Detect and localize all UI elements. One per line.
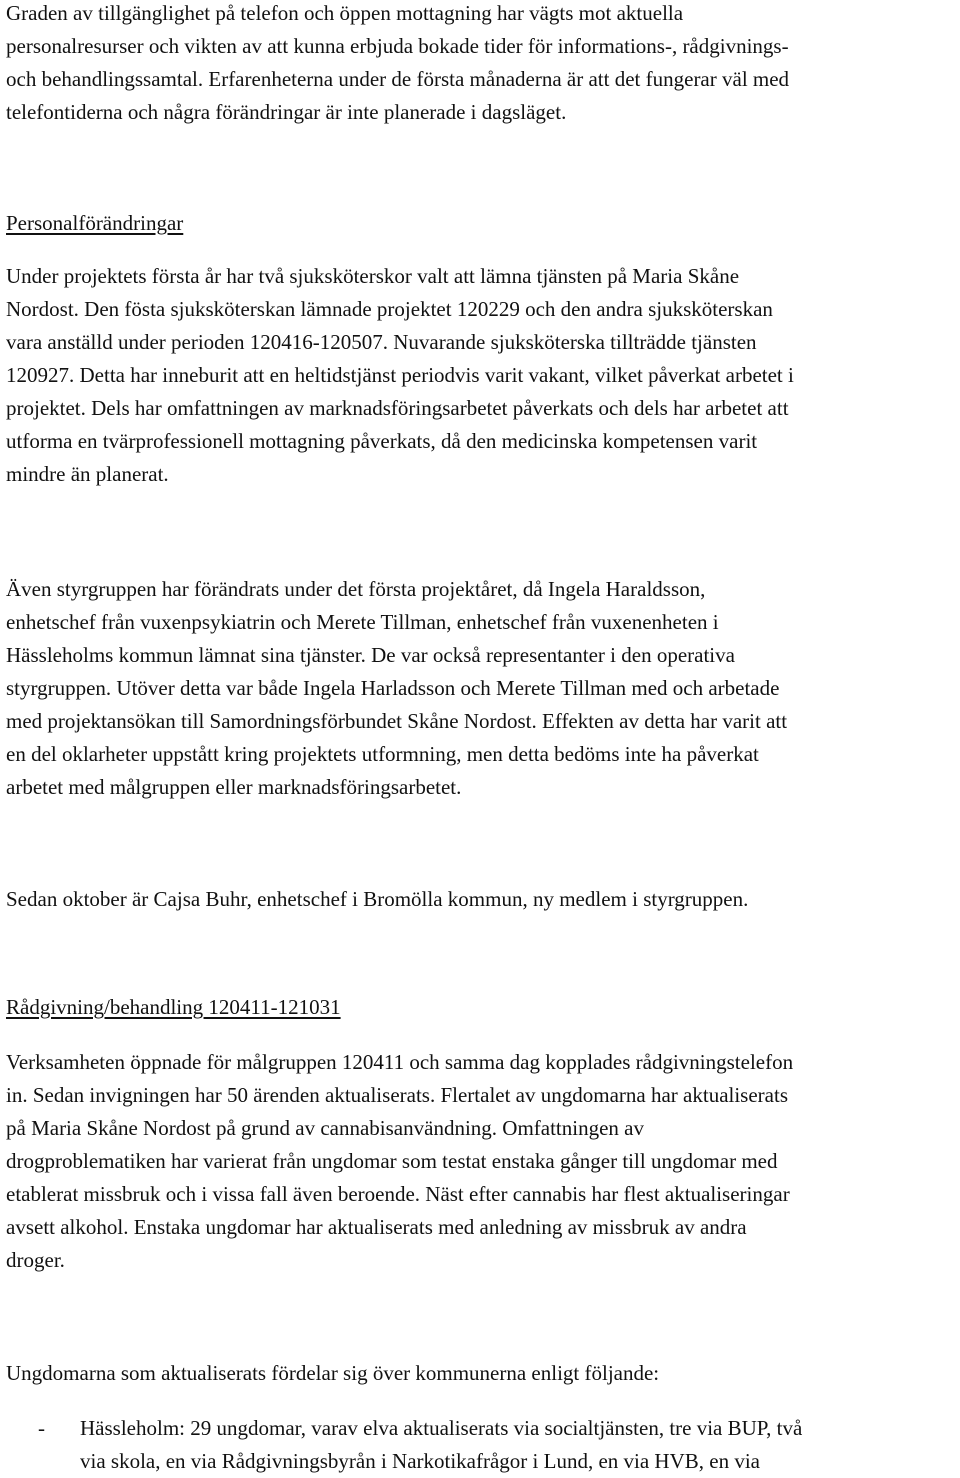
text-line: Nordost. Den fösta sjuksköterskan lämnade projektet 120229 och den andra sjuksköterskan xyxy=(6,297,773,321)
text-line: Hässleholm: 29 ungdomar, varav elva aktualiserats via socialtjänsten, tre via BUP, två xyxy=(80,1416,803,1440)
text-line: Verksamheten öppnade för målgruppen 120411 och samma dag kopplades rådgivningstelefon xyxy=(6,1050,794,1074)
text-line: utforma en tvärprofessionell mottagning påverkats, då den medicinska kompetensen varit xyxy=(6,429,758,453)
text-line: Graden av tillgänglighet på telefon och öppen mottagning har vägts mot aktuella xyxy=(6,1,684,25)
paragraph-steering-group xyxy=(6,573,956,804)
text-line: Sedan oktober är Cajsa Buhr, enhetschef i Bromölla kommun, ny medlem i styrgruppen. xyxy=(6,887,749,911)
list-bullet: - xyxy=(38,1416,45,1440)
text-line: mindre än planerat. xyxy=(6,462,169,486)
text-line: en del oklarheter uppstått kring projektets utformning, men detta bedöms inte ha påverkat xyxy=(6,742,759,766)
text-line: vara anställd under perioden 120416-120507. Nuvarande sjuksköterska tillträdde tjänsten xyxy=(6,330,757,354)
section-heading-counseling xyxy=(6,991,956,1024)
text-line: personalresurser och vikten av att kunna erbjuda bokade tider för informations-, rådgivnings- xyxy=(6,34,789,58)
text-line: via skola, en via Rådgivningsbyrån i Narkotikafrågor i Lund, en via HVB, en via xyxy=(80,1449,760,1473)
text-line: projektet. Dels har omfattningen av marknadsföringsarbetet påverkats och dels har arbetet att xyxy=(6,396,789,420)
paragraph-staff-changes xyxy=(6,260,956,491)
text-line: Även styrgruppen har förändrats under det första projektåret, då Ingela Haraldsson, xyxy=(6,577,706,601)
paragraph-new-member xyxy=(6,883,956,916)
text-line: och behandlingssamtal. Erfarenheterna under de första månaderna är att det fungerar väl med xyxy=(6,67,790,91)
paragraph-operations xyxy=(6,1046,956,1277)
text-line: in. Sedan invigningen har 50 ärenden aktualiserats. Flertalet av ungdomarna har aktualiserats xyxy=(6,1083,788,1107)
text-line: drogproblematiken har varierat från ungdomar som testat enstaka gånger till ungdomar med xyxy=(6,1149,778,1173)
heading-text: Rådgivning/behandling 120411-121031 xyxy=(6,995,341,1019)
paragraph-distribution-intro xyxy=(6,1357,956,1390)
text-line: styrgruppen. Utöver detta var både Ingela Harladsson och Merete Tillman med och arbetade xyxy=(6,676,780,700)
heading-text: Personalförändringar xyxy=(6,211,184,235)
text-line: enhetschef från vuxenpsykiatrin och Merete Tillman, enhetschef från vuxenenheten i xyxy=(6,610,719,634)
text-line: Ungdomarna som aktualiserats fördelar sig över kommunerna enligt följande: xyxy=(6,1361,660,1385)
list-item-text xyxy=(80,1412,960,1478)
text-line: med projektansökan till Samordningsförbundet Skåne Nordost. Effekten av detta har varit att xyxy=(6,709,788,733)
section-heading-personal xyxy=(6,207,956,240)
text-line: Hässleholms kommun lämnat sina tjänster. De var också representanter i den operativa xyxy=(6,643,735,667)
text-line: arbetet med målgruppen eller marknadsföringsarbetet. xyxy=(6,775,462,799)
paragraph-accessibility xyxy=(6,0,956,129)
text-line: avsett alkohol. Enstaka ungdomar har aktualiserats med anledning av missbruk av andra xyxy=(6,1215,747,1239)
text-line: Under projektets första år har två sjuksköterskor valt att lämna tjänsten på Maria Skåne xyxy=(6,264,740,288)
text-line: telefontiderna och några förändringar är inte planerade i dagsläget. xyxy=(6,100,567,124)
text-line: på Maria Skåne Nordost på grund av cannabisanvändning. Omfattningen av xyxy=(6,1116,644,1140)
text-line: 120927. Detta har inneburit att en heltidstjänst periodvis varit vakant, vilket påverkat arbetet i xyxy=(6,363,794,387)
text-line: etablerat missbruk och i vissa fall även beroende. Näst efter cannabis har flest aktualiseringar xyxy=(6,1182,790,1206)
text-line: droger. xyxy=(6,1248,65,1272)
